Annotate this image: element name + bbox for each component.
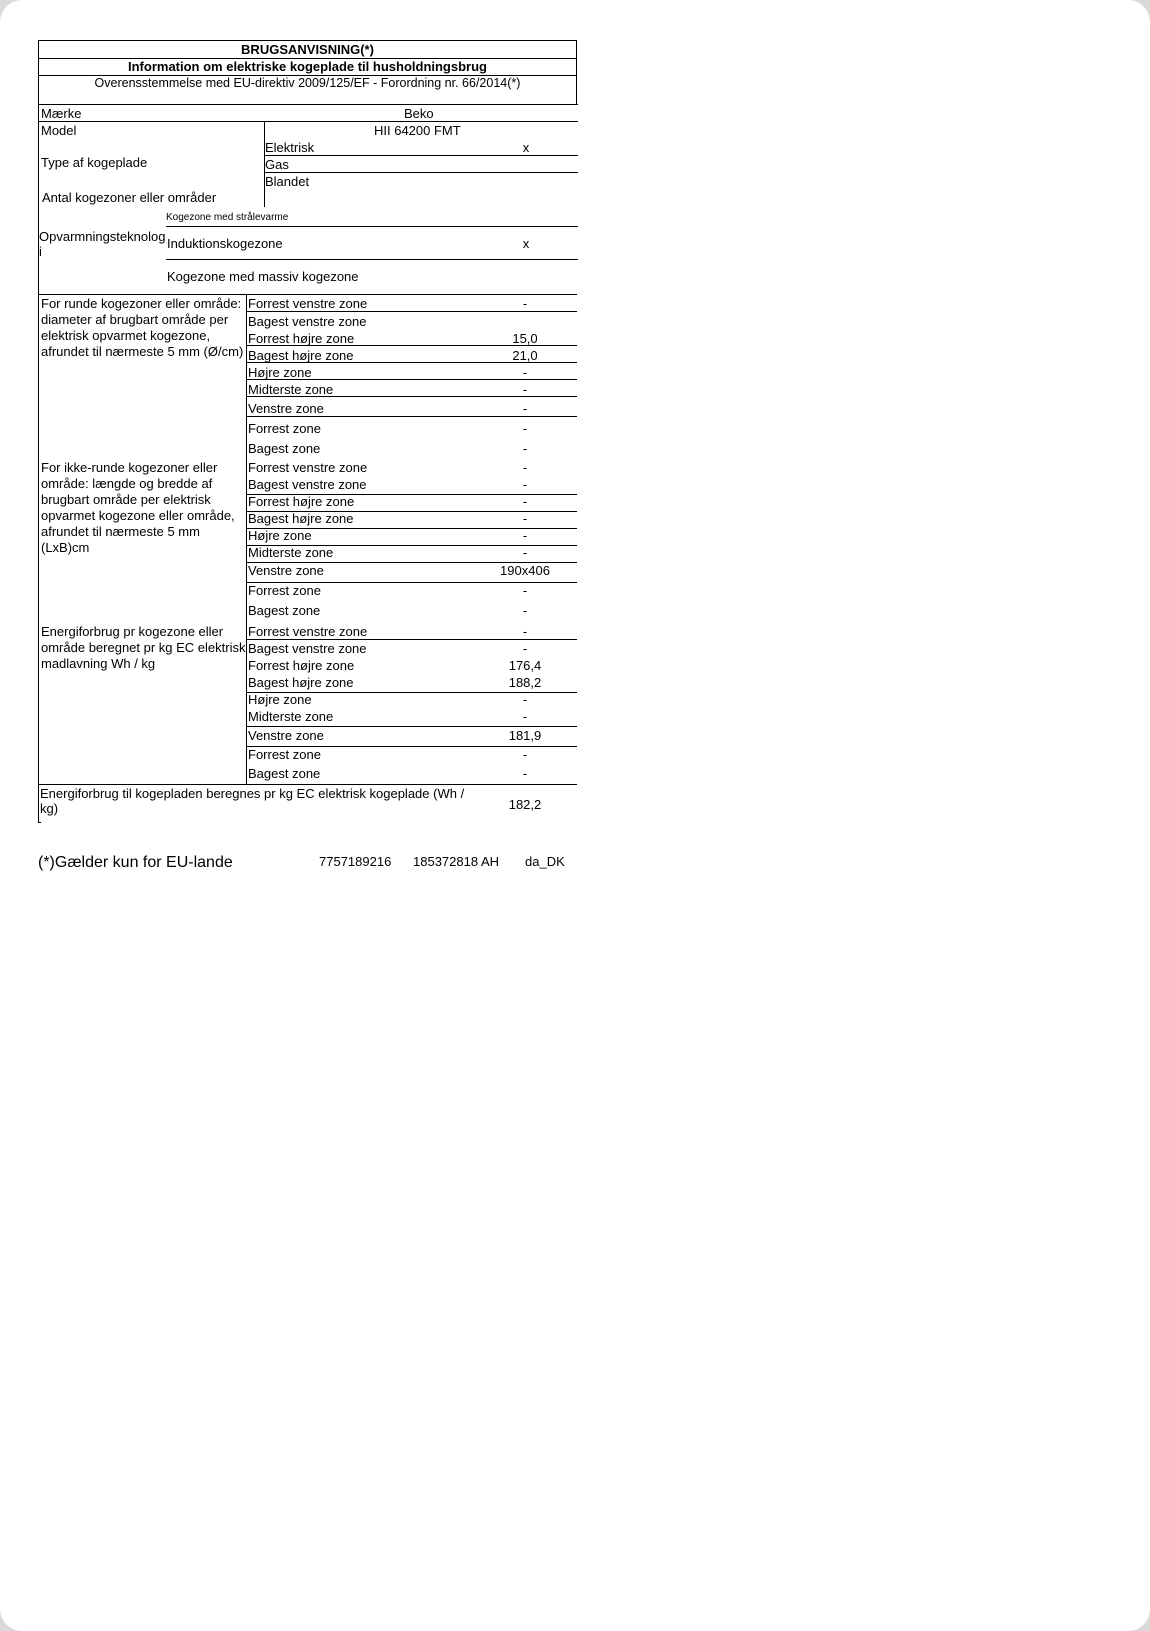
footer-note: (*)Gælder kun for EU-lande	[38, 854, 233, 871]
round-zone-name: Højre zone	[248, 365, 312, 380]
nonround-zone-value: -	[522, 528, 528, 543]
nonround-zone-value: -	[522, 460, 528, 475]
nonround-zone-value: 190x406	[500, 563, 550, 578]
nonround-zones-label: For ikke-runde kogezoner eller område: længde og bredde af brugbart område per elektrisk opvarmet kogezone eller område, afrundet til nærmeste 5 mm (LxB)cm	[41, 460, 235, 555]
footer-code-2: 185372818 AH	[413, 854, 500, 869]
energy-zone-name: Venstre zone	[248, 728, 324, 743]
round-zone-name: Venstre zone	[248, 401, 324, 416]
hob-type-mixed: Blandet	[265, 174, 310, 189]
nonround-zone-name: Forrest venstre zone	[248, 460, 368, 475]
nonround-zone-name: Bagest højre zone	[248, 511, 354, 526]
nonround-zone-name: Bagest zone	[248, 603, 321, 618]
energy-zone-name: Forrest højre zone	[248, 658, 355, 673]
zones-count-label: Antal kogezoner eller områder	[42, 190, 217, 205]
energy-zone-value: -	[522, 624, 528, 639]
round-zone-value: -	[522, 441, 528, 456]
energy-zone-value: -	[522, 747, 528, 762]
energy-zone-value: -	[522, 766, 528, 781]
round-zone-name: Bagest venstre zone	[248, 314, 367, 329]
energy-zone-value: -	[522, 709, 528, 724]
nonround-zone-value: -	[522, 494, 528, 509]
nonround-zone-value: -	[522, 511, 528, 526]
upper-section	[38, 104, 577, 304]
nonround-zone-value: -	[522, 545, 528, 560]
round-zone-name: Bagest zone	[248, 441, 321, 456]
energy-zone-name: Bagest zone	[248, 766, 321, 781]
nonround-zone-name: Midterste zone	[248, 545, 334, 560]
round-zone-value: 21,0	[512, 348, 538, 363]
heating-induction: Induktionskogezone	[167, 236, 283, 251]
sheet-title: BRUGSANVISNING(*)	[38, 40, 577, 58]
round-zone-value: -	[522, 365, 528, 380]
heating-radiant: Kogezone med strålevarme	[166, 212, 289, 223]
hob-type-electric: Elektrisk	[265, 140, 315, 155]
energy-zone-name: Forrest zone	[248, 747, 321, 762]
sheet-subtitle: Information om elektriske kogeplade til husholdningsbrug	[38, 58, 577, 75]
round-zone-name: Forrest venstre zone	[248, 296, 368, 311]
round-zone-value: -	[522, 296, 528, 311]
model-value: HII 64200 FMT	[374, 123, 461, 138]
energy-zone-name: Bagest højre zone	[248, 675, 354, 690]
footer-locale: da_DK	[525, 854, 565, 869]
energy-zone-name: Midterste zone	[248, 709, 334, 724]
energy-zone-name: Højre zone	[248, 692, 312, 707]
round-zone-value: -	[522, 401, 528, 416]
total-energy-label: Energiforbrug til kogepladen beregnes pr kg EC elektrisk kogeplade (Wh / kg)	[40, 786, 465, 816]
heating-solid-plate: Kogezone med massiv kogezone	[167, 269, 359, 284]
total-energy-value: 182,2	[508, 797, 542, 812]
model-label: Model	[41, 123, 77, 138]
nonround-zone-value: -	[522, 583, 528, 598]
product-info-sheet	[38, 40, 577, 871]
hob-type-electric-mark: x	[522, 140, 530, 155]
round-zone-name: Forrest zone	[248, 421, 321, 436]
energy-zones-label: Energiforbrug pr kogezone eller område beregnet pr kg EC elektrisk madlavning Wh / kg	[41, 624, 246, 671]
heating-label: Opvarmningsteknologi	[39, 229, 166, 259]
energy-zone-name: Bagest venstre zone	[248, 641, 367, 656]
nonround-zone-value: -	[522, 477, 528, 492]
round-zone-name: Forrest højre zone	[248, 331, 355, 346]
brand-label: Mærke	[41, 106, 82, 121]
nonround-zone-name: Forrest højre zone	[248, 494, 355, 509]
energy-zone-value: -	[522, 692, 528, 707]
nonround-zone-name: Højre zone	[248, 528, 312, 543]
energy-zone-value: 181,9	[508, 728, 542, 743]
footer-code-1: 7757189216	[319, 854, 392, 869]
zone-tables	[38, 294, 577, 822]
nonround-zone-name: Forrest zone	[248, 583, 321, 598]
nonround-zone-value: -	[522, 603, 528, 618]
energy-zone-value: 176,4	[508, 658, 542, 673]
energy-zone-value: -	[522, 641, 528, 656]
round-zone-name: Bagest højre zone	[248, 348, 354, 363]
round-zones-label: For runde kogezoner eller område: diameter af brugbart område per elektrisk opvarmet kogezone, afrundet til nærmeste 5 mm (Ø/cm)	[41, 296, 244, 359]
hob-type-label: Type af kogeplade	[41, 155, 148, 170]
round-zone-value: -	[522, 382, 528, 397]
nonround-zone-name: Venstre zone	[248, 563, 324, 578]
round-zone-value: -	[522, 421, 528, 436]
energy-zone-value: 188,2	[508, 675, 542, 690]
nonround-zone-name: Bagest venstre zone	[248, 477, 367, 492]
hob-type-gas: Gas	[265, 157, 289, 172]
energy-zone-name: Forrest venstre zone	[248, 624, 368, 639]
round-zone-name: Midterste zone	[248, 382, 334, 397]
brand-value: Beko	[404, 106, 434, 121]
heating-induction-mark: x	[522, 236, 530, 251]
round-zone-value: 15,0	[512, 331, 538, 346]
regulation-text: Overensstemmelse med EU-direktiv 2009/125/EF - Forordning nr. 66/2014(*)	[38, 75, 577, 105]
